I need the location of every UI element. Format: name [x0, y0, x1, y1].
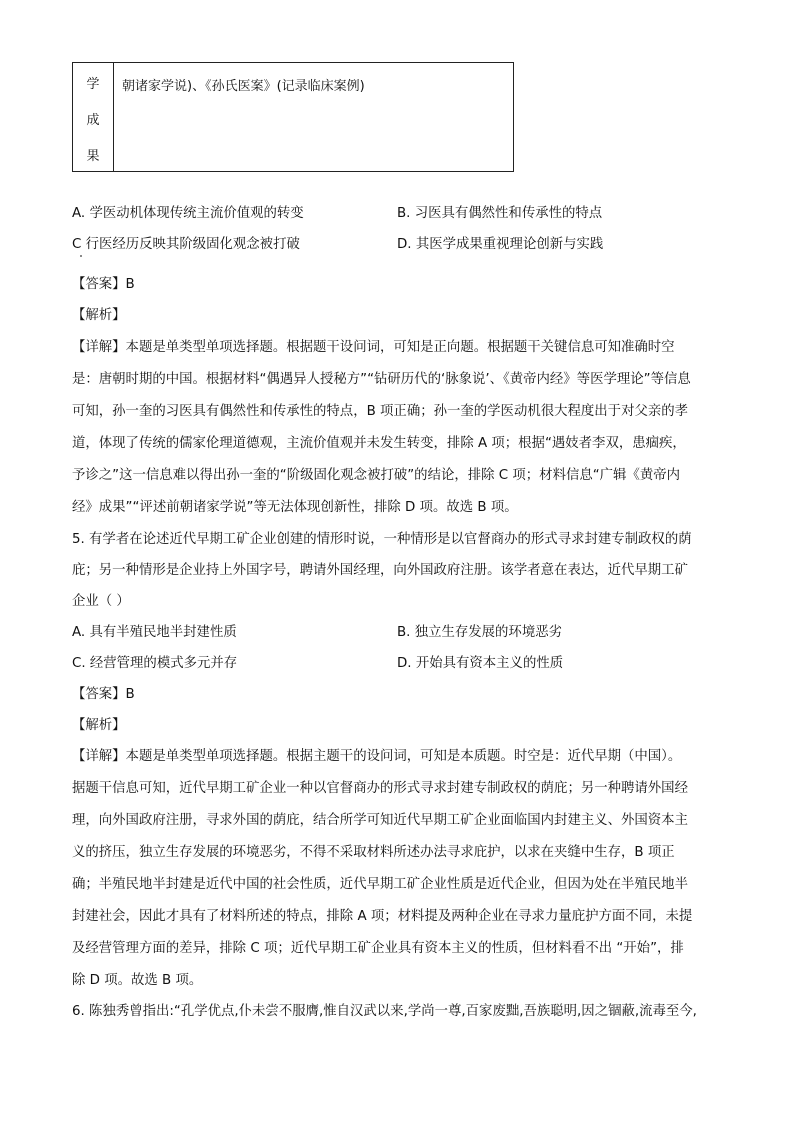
q5-stem-line: 5. 有学者在论述近代早期工矿企业创建的情形时说，一种情形是以官督商办的形式寻求封建专制政权的荫 — [72, 532, 692, 547]
table-label-char: 果 — [86, 149, 100, 164]
q5-answer: 【答案】B — [72, 687, 135, 702]
achievements-table — [72, 62, 514, 172]
q5-explain-line: 据题干信息可知，近代早期工矿企业一种以官督商办的形式寻求封建专制政权的荫庇；另一种聘请外国经 — [72, 781, 688, 796]
q4-option-a: A. 学医动机体现传统主流价值观的转变 — [72, 206, 304, 221]
q5-explain-line: 除 D 项。故选 B 项。 — [72, 973, 203, 988]
q5-option-b: B. 独立生存发展的环境恶劣 — [397, 625, 562, 640]
q5-explain-line: 义的挤压，独立生存发展的环境恶劣，不得不采取材料所述办法寻求庇护，以求在夹缝中生存，B 项正 — [72, 845, 675, 860]
table-label-char: 学 — [86, 77, 100, 92]
q4-option-b: B. 习医具有偶然性和传承性的特点 — [397, 206, 603, 221]
q5-stem-line: 企业（ ） — [72, 594, 130, 609]
q4-explain-line: 予诊之”这一信息难以得出孙一奎的“阶级固化观念被打破”的结论，排除 C 项；材料信息“广辑《黄帝内 — [72, 468, 681, 483]
q6-stem: 6. 陈独秀曾指出:“孔学优点,仆未尝不服膺,惟自汉武以来,学尚一尊,百家废黜,吾族聪明,因之锢蔽,流毒至今, — [72, 1004, 697, 1019]
q4-explain-line: 【详解】本题是单类型单项选择题。根据题干设问词，可知是正向题。根据题干关键信息可知准确时空 — [72, 340, 675, 355]
q5-explain-line: 封建社会，因此才具有了材料所述的特点，排除 A 项；材料提及两种企业在寻求力量庇护方面不同，未提 — [72, 909, 693, 924]
q4-option-c: C 行医经历反映其阶级固化观念被打破 — [72, 237, 300, 252]
q5-option-c: C. 经营管理的模式多元并存 — [72, 656, 238, 671]
q5-explain-line: 及经营管理方面的差异，排除 C 项；近代早期工矿企业具有资本主义的性质，但材料看不出 “开始”，排 — [72, 941, 684, 956]
q4-analysis-label: 【解析】 — [72, 308, 126, 323]
q4-option-d: D. 其医学成果重视理论创新与实践 — [397, 237, 604, 252]
q4-explain-line: 可知，孙一奎的习医具有偶然性和传承性的特点，B 项正确；孙一奎的学医动机很大程度出于对父亲的孝 — [72, 404, 689, 419]
q4-answer: 【答案】B — [72, 277, 135, 292]
q4-explain-line: 是：唐朝时期的中国。根据材料“偶遇异人授秘方”“钻研历代的‘脉象说’、《黄帝内经》等医学理论”等信息 — [72, 372, 691, 387]
q5-explain-line: 【详解】本题是单类型单项选择题。根据主题干的设问词，可知是本质题。时空是：近代早期（中国）。 — [72, 749, 682, 764]
table-label-char: 成 — [86, 113, 100, 128]
table-content-cell: 朝诸家学说)、《孙氏医案》(记录临床案例) — [114, 63, 514, 172]
q5-analysis-label: 【解析】 — [72, 718, 126, 733]
q5-stem-line: 庇；另一种情形是企业持上外国字号，聘请外国经理，向外国政府注册。该学者意在表达，近代早期工矿 — [72, 563, 688, 578]
q5-option-d: D. 开始具有资本主义的性质 — [397, 656, 564, 671]
table-label-cell — [73, 63, 114, 172]
stray-dot — [80, 255, 82, 257]
q5-explain-line: 确；半殖民地半封建是近代中国的社会性质，近代早期工矿企业性质是近代企业，但因为处在半殖民地半 — [72, 877, 688, 892]
q4-explain-line: 道，体现了传统的儒家伦理道德观，主流价值观并未发生转变，排除 A 项；根据“遇妓者李双，患痼疾， — [72, 436, 686, 451]
q4-explain-line: 经》成果”“评述前朝诸家学说”等无法体现创新性，排除 D 项。故选 B 项。 — [72, 500, 518, 515]
q5-explain-line: 理，向外国政府注册，寻求外国的荫庇，结合所学可知近代早期工矿企业面临国内封建主义、外国资本主 — [72, 813, 688, 828]
q5-option-a: A. 具有半殖民地半封建性质 — [72, 625, 237, 640]
